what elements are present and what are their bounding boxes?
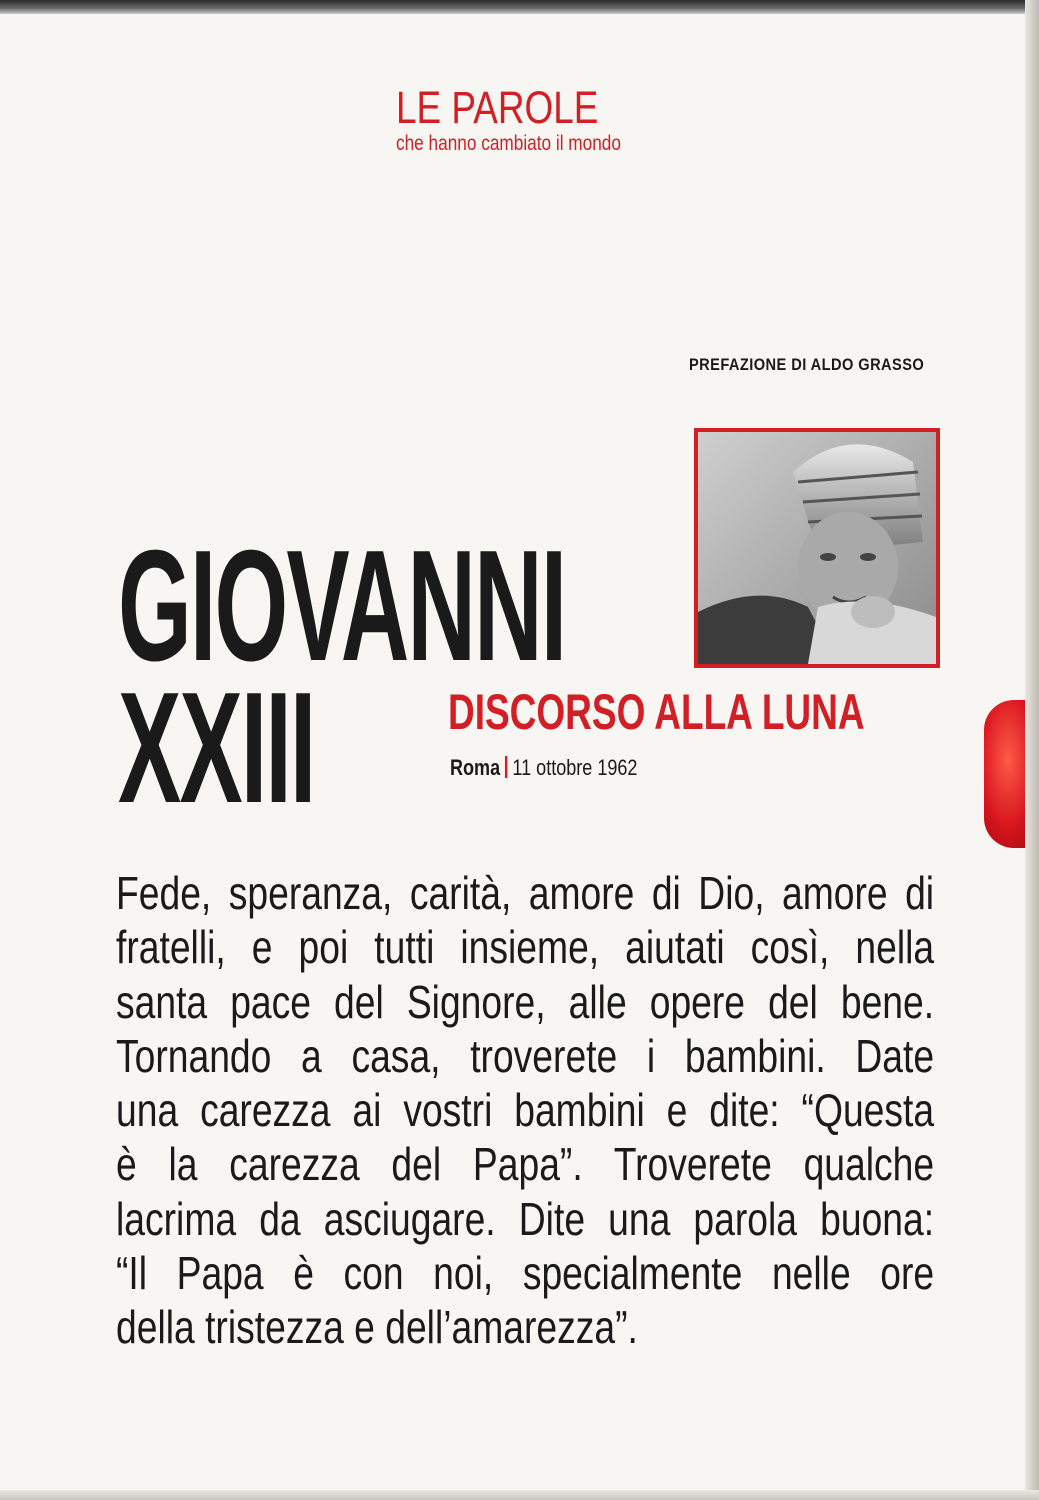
portrait-photo — [694, 428, 940, 668]
quote-text — [116, 866, 934, 1355]
author-name-line1: GIOVANNI — [118, 518, 566, 694]
work-title: DISCORSO ALLA LUNA — [448, 684, 865, 740]
series-subtitle: che hanno cambiato il mondo — [396, 132, 621, 155]
author-name-line2: XXIII — [118, 660, 315, 836]
place-date — [450, 754, 637, 782]
place-label: Roma — [450, 755, 501, 780]
quote-line: “Il Papa è con noi, specialmente nelle ore — [116, 1247, 935, 1300]
top-edge-shadow — [0, 0, 1039, 14]
separator-bar — [505, 756, 507, 778]
quote-line: lacrima da asciugare. Dite una parola buona: — [116, 1192, 935, 1245]
quote-line: Fede, speranza, carità, amore di Dio, amore di — [116, 867, 935, 919]
series-header — [396, 84, 670, 156]
series-title: LE PAROLE — [396, 82, 599, 133]
quote-line: una carezza ai vostri bambini e dite: “Questa — [116, 1084, 935, 1137]
quote-line: santa pace del Signore, alle opere del bene. — [116, 975, 935, 1028]
preface-credit: PREFAZIONE DI ALDO GRASSO — [689, 355, 925, 374]
bottom-edge-shadow — [0, 1490, 1039, 1500]
date-label: 11 ottobre 1962 — [512, 755, 638, 780]
quote-line: Tornando a casa, troverete i bambini. Date — [116, 1029, 935, 1082]
quote-line: è la carezza del Papa”. Troverete qualche — [116, 1138, 935, 1191]
quote-line: della tristezza e dell’amarezza”. — [116, 1301, 638, 1354]
quote-line: fratelli, e poi tutti insieme, aiutati così, nella — [116, 921, 935, 974]
right-edge-shadow — [1025, 0, 1039, 1500]
portrait-image — [698, 432, 936, 664]
